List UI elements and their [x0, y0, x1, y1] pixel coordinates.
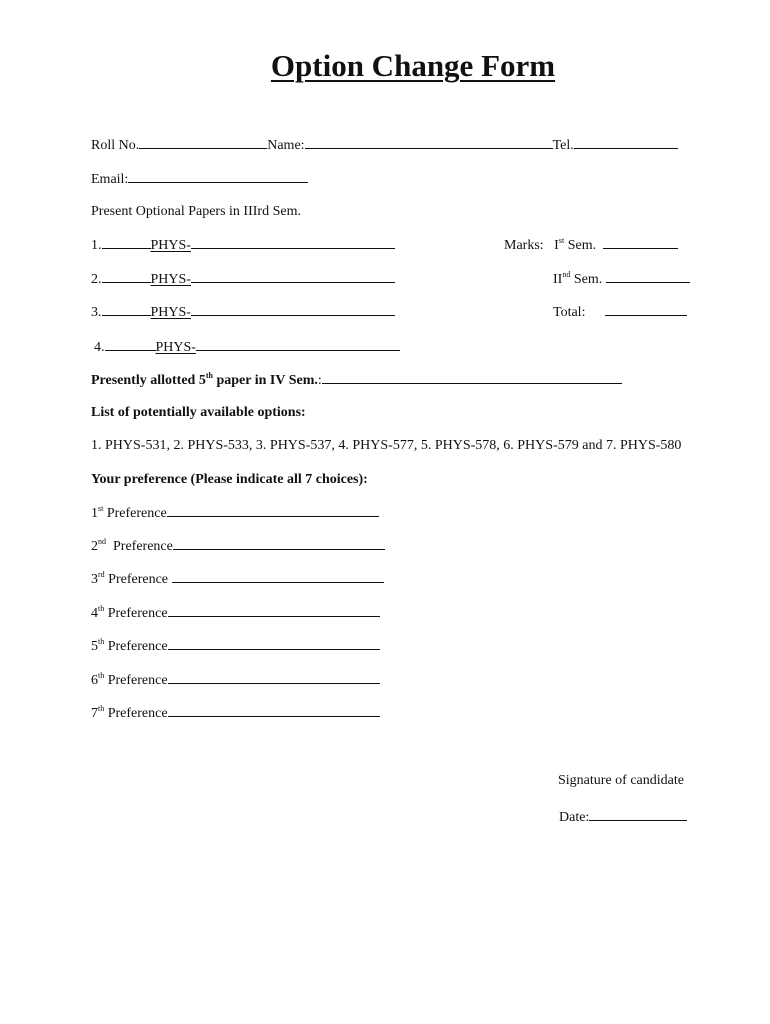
paper-blank[interactable] — [102, 303, 151, 316]
marks-label: Marks: — [504, 238, 544, 253]
pref-word: Preference — [104, 673, 168, 688]
paper-prefix: PHYS- — [150, 305, 191, 320]
email-row — [91, 170, 308, 189]
roll-field[interactable] — [139, 136, 267, 149]
paper-number: 2. — [91, 272, 102, 287]
present-papers-heading: Present Optional Papers in IIIrd Sem. — [91, 204, 301, 219]
pref-number: 5 — [91, 639, 98, 654]
total-marks-field[interactable] — [605, 303, 687, 316]
present-paper-3 — [91, 303, 395, 322]
pref-word: Preference — [109, 539, 173, 554]
name-field[interactable] — [305, 136, 553, 149]
roll-label: Roll No. — [91, 138, 140, 153]
preference-field[interactable] — [167, 504, 379, 517]
pref-number: 1 — [91, 506, 98, 521]
paper-number: 4. — [94, 340, 105, 355]
pref-number: 7 — [91, 706, 98, 721]
marks-sem1-row — [504, 236, 678, 255]
pref-word: Preference — [104, 606, 168, 621]
sem1-sup: st — [558, 236, 565, 245]
preference-row-5 — [91, 637, 380, 656]
pref-number: 2 — [91, 539, 98, 554]
roll-name-tel-row — [91, 136, 678, 155]
paper-code-field[interactable] — [191, 236, 395, 249]
paper-number: 3. — [91, 305, 102, 320]
sem2-label: II — [553, 272, 563, 287]
pref-number: 6 — [91, 673, 98, 688]
allotted-sup: th — [205, 371, 213, 380]
preference-row-3 — [91, 570, 384, 589]
preference-field[interactable] — [168, 671, 380, 684]
paper-code-field[interactable] — [196, 338, 400, 351]
preference-field[interactable] — [168, 637, 380, 650]
preference-row-6 — [91, 671, 380, 690]
email-field[interactable] — [128, 170, 308, 183]
preference-row-2 — [91, 537, 385, 556]
sem-word: Sem. — [564, 238, 597, 253]
preference-row-1 — [91, 504, 379, 523]
paper-prefix: PHYS- — [150, 272, 191, 287]
allotted-row — [91, 371, 622, 390]
options-heading: List of potentially available options: — [91, 405, 306, 420]
date-row — [559, 808, 687, 827]
email-label: Email: — [91, 172, 129, 187]
paper-code-field[interactable] — [191, 303, 395, 316]
sem1-marks-field[interactable] — [603, 236, 678, 249]
page-title: Option Change Form — [270, 48, 556, 83]
preference-heading: Your preference (Please indicate all 7 choices): — [91, 472, 368, 487]
pref-number: 4 — [91, 606, 98, 621]
date-field[interactable] — [589, 808, 687, 821]
pref-sup: th — [98, 671, 105, 680]
allotted-paper-field[interactable] — [322, 371, 622, 384]
pref-word: Preference — [103, 506, 167, 521]
paper-prefix: PHYS- — [150, 238, 191, 253]
options-list: 1. PHYS-531, 2. PHYS-533, 3. PHYS-537, 4. PHYS-577, 5. PHYS-578, 6. PHYS-579 and 7. PHYS-580 — [91, 438, 682, 453]
present-paper-1 — [91, 236, 395, 255]
pref-number: 3 — [91, 572, 98, 587]
signature-label: Signature of candidate — [558, 773, 684, 788]
paper-code-field[interactable] — [191, 270, 395, 283]
sem1-label: I — [554, 238, 559, 253]
allotted-text-after: paper in IV Sem. — [212, 373, 318, 388]
preference-row-4 — [91, 604, 380, 623]
pref-sup: rd — [98, 570, 105, 579]
name-label: Name: — [267, 138, 305, 153]
marks-total-row — [553, 303, 687, 322]
preference-field[interactable] — [172, 570, 384, 583]
present-paper-4 — [94, 338, 400, 357]
pref-sup: nd — [98, 537, 106, 546]
date-label: Date: — [559, 810, 590, 825]
pref-sup: th — [98, 604, 105, 613]
marks-sem2-row — [553, 270, 690, 289]
pref-word: Preference — [104, 706, 168, 721]
pref-sup: th — [98, 637, 105, 646]
total-label: Total: — [553, 305, 586, 320]
allotted-text: Presently allotted 5 — [91, 373, 206, 388]
preference-field[interactable] — [168, 704, 380, 717]
pref-word: Preference — [104, 572, 169, 587]
preference-field[interactable] — [173, 537, 385, 550]
pref-sup: st — [98, 504, 104, 513]
sem2-marks-field[interactable] — [606, 270, 690, 283]
present-paper-2 — [91, 270, 395, 289]
pref-word: Preference — [104, 639, 168, 654]
preference-field[interactable] — [168, 604, 380, 617]
sem-word: Sem. — [570, 272, 603, 287]
paper-blank[interactable] — [102, 270, 151, 283]
paper-blank[interactable] — [105, 338, 156, 351]
sem2-sup: nd — [562, 270, 571, 279]
pref-sup: th — [98, 704, 105, 713]
paper-prefix: PHYS- — [155, 340, 196, 355]
paper-number: 1. — [91, 238, 102, 253]
preference-row-7 — [91, 704, 380, 723]
tel-label: Tel. — [552, 138, 574, 153]
allotted-colon: : — [317, 373, 322, 388]
paper-blank[interactable] — [102, 236, 151, 249]
tel-field[interactable] — [574, 136, 678, 149]
